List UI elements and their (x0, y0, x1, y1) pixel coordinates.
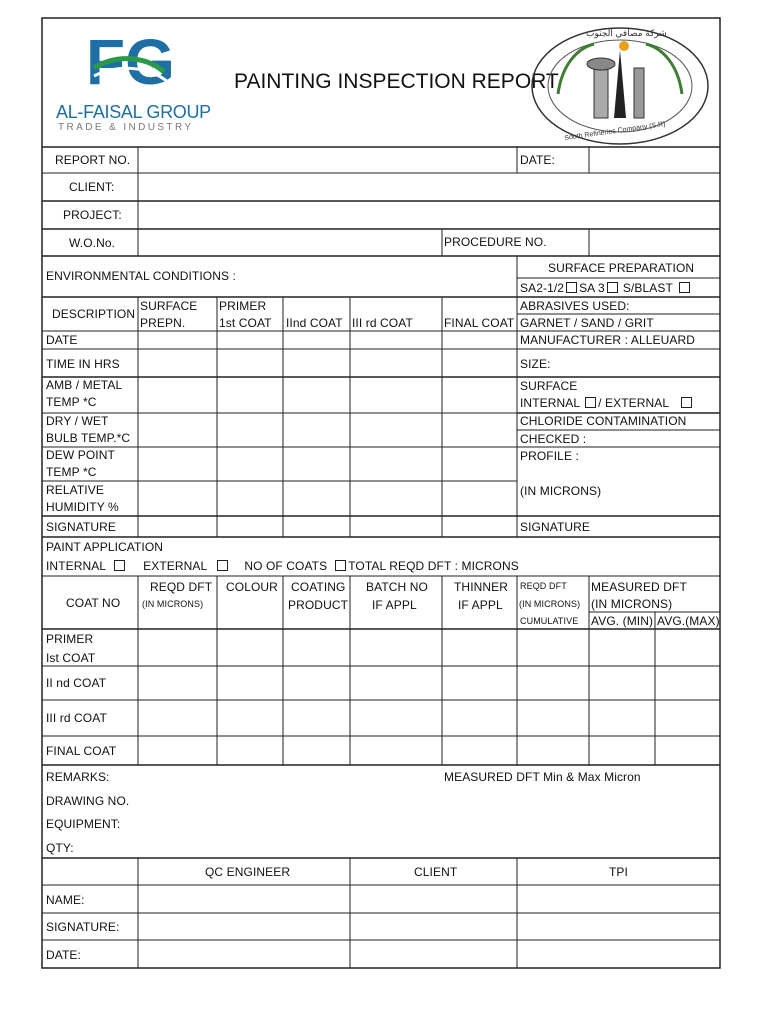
company-tagline: TRADE & INDUSTRY (58, 122, 194, 133)
surface-int-ext-row (520, 396, 694, 410)
refinery-seal (528, 24, 712, 148)
qty-label: QTY: (46, 841, 74, 855)
paint-heading: PAINT APPLICATION (46, 540, 164, 554)
total-dft-label: TOTAL REQD DFT : MICRONS (348, 559, 519, 573)
chloride-label: CHLORIDE CONTAMINATION (520, 414, 687, 428)
client-label: CLIENT: (69, 180, 115, 194)
surface-prepn-header-2: PREPN. (140, 316, 186, 330)
equipment-label: EQUIPMENT: (46, 817, 121, 831)
abrasive-types-label: GARNET / SAND / GRIT (520, 316, 654, 330)
avg-max-header: AVG.(MAX) (657, 614, 720, 628)
batch-header-1: BATCH NO (366, 580, 428, 594)
fg-logo-icon (56, 24, 196, 94)
env-row-amb-1: AMB / METAL (46, 378, 123, 392)
env-row-amb-2: TEMP *C (46, 395, 97, 409)
project-label: PROJECT: (63, 208, 122, 222)
no-of-coats-checkbox[interactable] (335, 560, 346, 571)
coat-row-third: III rd COAT (46, 711, 107, 725)
abrasives-label: ABRASIVES USED: (520, 299, 630, 313)
environment-heading: ENVIRONMENTAL CONDITIONS : (46, 269, 236, 283)
seal-english-text: South Refineries Company (S.R) (564, 120, 666, 143)
surface-prep-heading: SURFACE PREPARATION (548, 261, 695, 275)
surface-grade-row (520, 281, 692, 295)
sblast-checkbox[interactable] (679, 282, 690, 293)
primer-header-2: 1st COAT (219, 316, 272, 330)
paint-external-checkbox[interactable] (217, 560, 228, 571)
batch-header-2: IF APPL (372, 598, 417, 612)
sa-half-label: SA2-1/2 (520, 281, 565, 295)
reqd-dft-microns-header: (IN MICRONS) (142, 599, 204, 609)
coat-row-final: FINAL COAT (46, 744, 117, 758)
sa3-label: SA 3 (579, 281, 605, 295)
env-row-dew-2: TEMP *C (46, 465, 97, 479)
avg-min-header: AVG. (MIN) (591, 614, 654, 628)
client-header: CLIENT (414, 865, 458, 879)
surface-label: SURFACE (520, 379, 578, 393)
third-coat-header: III rd COAT (352, 316, 413, 330)
seal-arabic-text: شركة مصافي الجنوب (586, 28, 667, 38)
tpi-header: TPI (609, 865, 628, 879)
report-no-label: REPORT NO. (55, 153, 131, 167)
coating-header-1: COATING (291, 580, 346, 594)
env-row-date: DATE (46, 333, 78, 347)
coat-row-primer-2: Ist COAT (46, 651, 96, 665)
measured-dft-note: MEASURED DFT Min & Max Micron (444, 770, 641, 784)
coat-row-primer-1: PRIMER (46, 632, 94, 646)
env-row-signature: SIGNATURE (46, 520, 117, 534)
paint-internal-label: INTERNAL (46, 559, 107, 573)
qc-engineer-header: QC ENGINEER (205, 865, 291, 879)
wo-no-label: W.O.No. (69, 236, 116, 250)
sa3-checkbox[interactable] (607, 282, 618, 293)
surface-external-label: / EXTERNAL (598, 396, 670, 410)
reqd-dft-header: REQD DFT (150, 580, 213, 594)
manufacturer-label: MANUFACTURER : ALLEUARD (520, 333, 695, 347)
env-row-dew-1: DEW POINT (46, 448, 115, 462)
cumulative-dft-header: REQD DFT (520, 581, 567, 591)
cumulative-microns-header: (IN MICRONS) (519, 599, 581, 609)
sa-half-checkbox[interactable] (566, 282, 577, 293)
paint-options-row (46, 559, 519, 573)
paint-external-label: EXTERNAL (143, 559, 208, 573)
signoff-name-label: NAME: (46, 893, 85, 907)
colour-header: COLOUR (226, 580, 278, 594)
cumulative-header: CUMULATIVE (520, 616, 579, 626)
second-coat-header: IInd COAT (286, 316, 343, 330)
drawing-no-label: DRAWING NO. (46, 794, 130, 808)
profile-microns-label: (IN MICRONS) (520, 484, 602, 498)
surface-internal-label: INTERNAL (520, 396, 581, 410)
surface-prepn-header-1: SURFACE (140, 299, 198, 313)
env-row-dry-2: BULB TEMP.*C (46, 431, 131, 445)
env-row-dry-1: DRY / WET (46, 414, 109, 428)
surface-internal-checkbox[interactable] (585, 397, 596, 408)
measured-microns-header: (IN MICRONS) (591, 597, 673, 611)
size-label: SIZE: (520, 357, 551, 371)
signoff-date-label: DATE: (46, 948, 81, 962)
surface-external-checkbox[interactable] (681, 397, 692, 408)
thinner-header-1: THINNER (454, 580, 509, 594)
coat-row-second: II nd COAT (46, 676, 107, 690)
thinner-header-2: IF APPL (458, 598, 503, 612)
date-label: DATE: (520, 153, 555, 167)
procedure-no-label: PROCEDURE NO. (444, 235, 547, 249)
no-of-coats-label: NO OF COATS (244, 559, 328, 573)
description-header: DESCRIPTION (52, 307, 136, 321)
surface-signature-label: SIGNATURE (520, 520, 591, 534)
final-coat-header: FINAL COAT (444, 316, 515, 330)
svg-text:FG: FG (86, 26, 175, 94)
signoff-signature-label: SIGNATURE: (46, 920, 120, 934)
paint-internal-checkbox[interactable] (114, 560, 125, 571)
page-title: PAINTING INSPECTION REPORT (234, 70, 559, 93)
env-row-rh-2: HUMIDITY % (46, 500, 119, 514)
sblast-label: S/BLAST (622, 281, 673, 295)
env-row-time: TIME IN HRS (46, 357, 120, 371)
company-name: AL-FAISAL GROUP (56, 102, 211, 122)
coat-no-header: COAT NO (66, 596, 121, 610)
env-row-rh-1: RELATIVE (46, 483, 104, 497)
company-logo (56, 24, 211, 140)
remarks-label: REMARKS: (46, 770, 110, 784)
measured-dft-header: MEASURED DFT (591, 580, 687, 594)
profile-label: PROFILE : (520, 449, 579, 463)
coating-header-2: PRODUCT (288, 598, 349, 612)
checked-label: CHECKED : (520, 432, 587, 446)
primer-header-1: PRIMER (219, 299, 267, 313)
